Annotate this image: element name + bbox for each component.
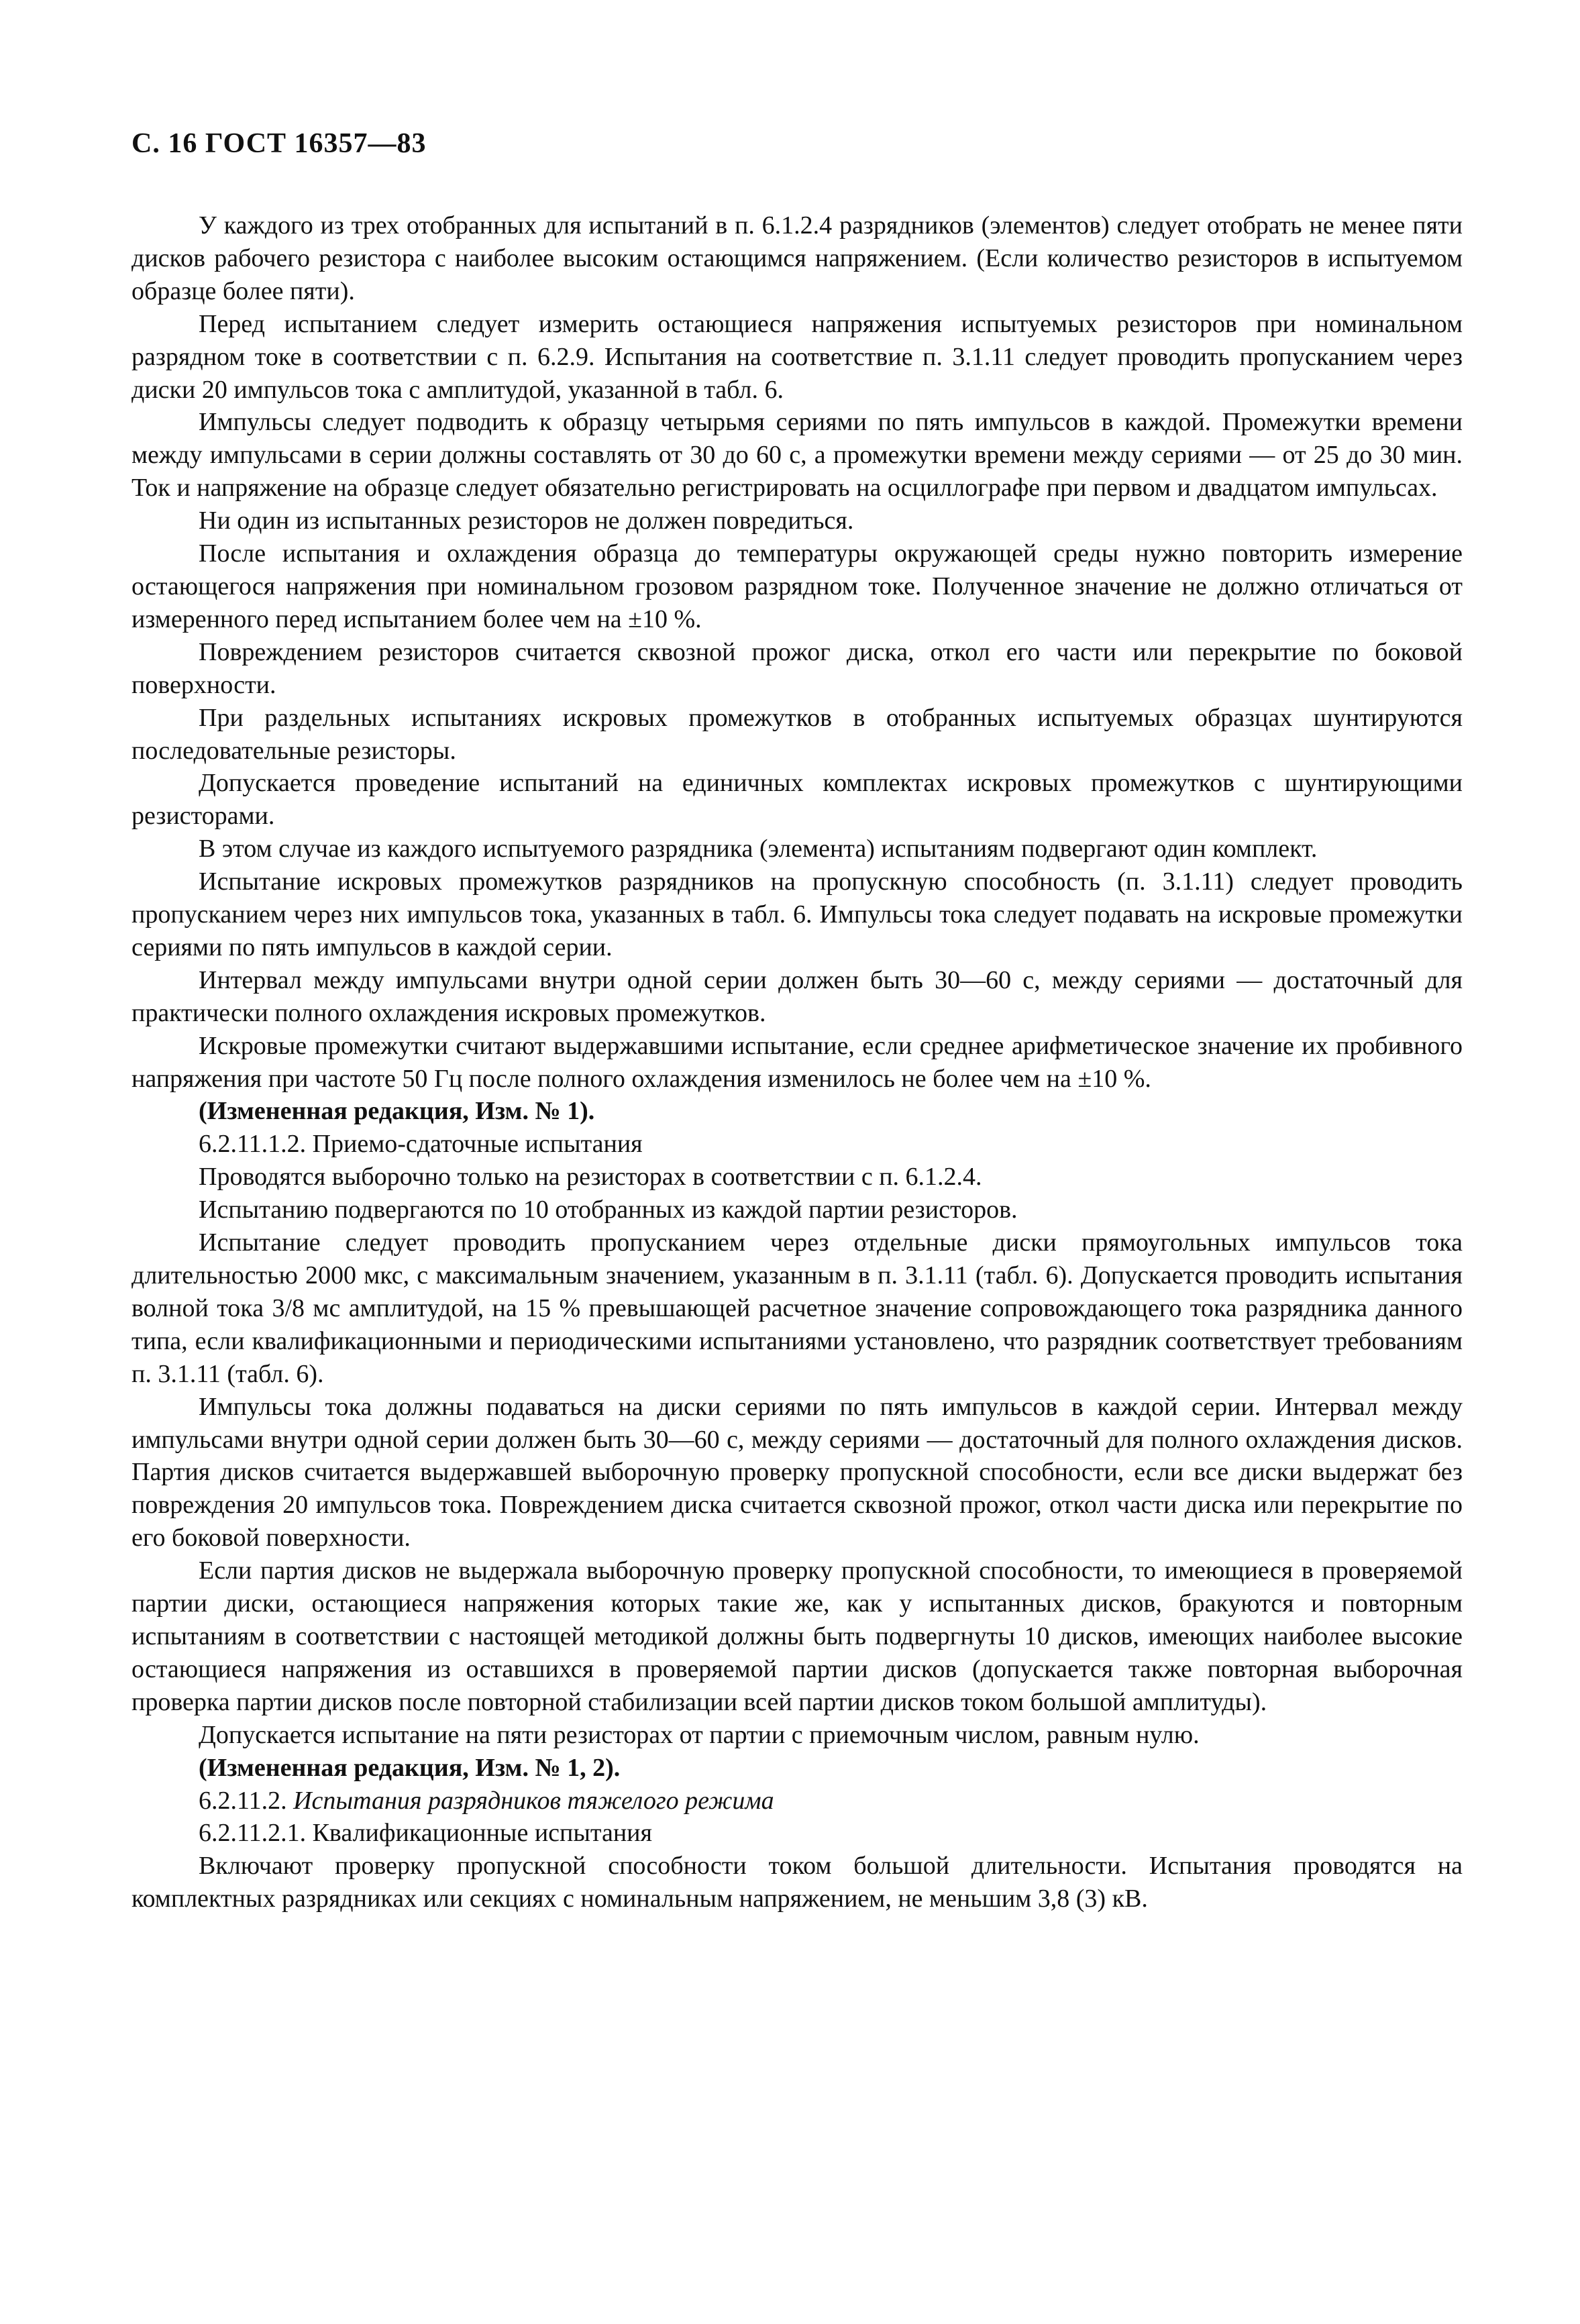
- section-heading: 6.2.11.2.1. Квалификационные испытания: [199, 1819, 652, 1848]
- paragraph: Допускается проведение испытаний на единичных комплектах искровых промежутков с шунтирующими резисторами.: [131, 769, 1463, 831]
- paragraph: Ни один из испытанных резисторов не должен повредиться.: [199, 507, 854, 535]
- paragraph: Допускается испытание на пяти резисторах от партии с приемочным числом, равным нулю.: [199, 1720, 1200, 1749]
- paragraph: Перед испытанием следует измерить остающиеся напряжения испытуемых резисторов при номинальном разрядном токе в соответствии с п. 6.2.9. Испытания на соответствие п. 3.1.11 следует проводить пропусканием через диски 20 импульсов тока с амплитудой, указанной в табл. 6.: [131, 309, 1463, 404]
- section-heading: 6.2.11.1.2. Приемо-сдаточные испытания: [199, 1130, 643, 1159]
- paragraph: Повреждением резисторов считается сквозной прожог диска, откол его части или перекрытие по боковой поверхности.: [131, 637, 1463, 699]
- paragraph: Испытанию подвергаются по 10 отобранных из каждой партии резисторов.: [199, 1196, 1018, 1224]
- paragraph: Проводятся выборочно только на резисторах в соответствии с п. 6.1.2.4.: [199, 1163, 982, 1192]
- revision-note: (Измененная редакция, Изм. № 1).: [199, 1097, 595, 1126]
- section-heading: [131, 1785, 1463, 1817]
- paragraph: После испытания и охлаждения образца до температуры окружающей среды нужно повторить измерение остающегося напряжения при номинальном грозовом разрядном токе. Полученное значение не должно отличаться от измеренного перед испытанием более чем на ±10 %.: [131, 539, 1463, 633]
- paragraph: Если партия дисков не выдержала выборочную проверку пропускной способности, то имеющиеся в проверяемой партии диски, остающиеся напряжения которых такие же, как у испытанных дисков, бракуются и повторным испытаниям в соответствии с настоящей методикой должны быть подвергнуты 10 дисков, имеющих наиболее высокие остающиеся напряжения из оставшихся в проверяемой партии дисков (допускается также повторная выборочная проверка партии дисков после повторной стабилизации всей партии дисков током большой амплитуды).: [131, 1556, 1463, 1716]
- paragraph: Включают проверку пропускной способности током большой длительности. Испытания проводятся на комплектных разрядниках или секциях с номинальным напряжением, не меньшим 3,8 (3) кВ.: [131, 1852, 1463, 1913]
- paragraph: Импульсы следует подводить к образцу четырьмя сериями по пять импульсов в каждой. Промежутки времени между импульсами в серии должны составлять от 30 до 60 с, а промежутки времени между сериями — от 25 до 30 мин. Ток и напряжение на образце следует обязательно регистрировать на осциллографе при первом и двадцатом импульсах.: [131, 408, 1463, 503]
- paragraph: В этом случае из каждого испытуемого разрядника (элемента) испытаниям подвергают один комплект.: [199, 835, 1318, 863]
- page-header: С. 16 ГОСТ 16357—83: [131, 128, 427, 159]
- document-body: [131, 209, 1463, 1915]
- paragraph: Испытание следует проводить пропусканием через отдельные диски прямоугольных импульсов тока длительностью 2000 мкс, с максимальным значением, указанным в п. 3.1.11 (табл. 6). Допускается проводить испытания волной тока 3/8 мс амплитудой, на 15 % превышающей расчетное значение сопровождающего тока разрядника данного типа, если квалификационными и периодическими испытаниями установлено, что разрядник соответствует требованиям п. 3.1.11 (табл. 6).: [131, 1228, 1463, 1388]
- paragraph: При раздельных испытаниях искровых промежутков в отобранных испытуемых образцах шунтируются последовательные резисторы.: [131, 703, 1463, 765]
- paragraph: Импульсы тока должны подаваться на диски сериями по пять импульсов в каждой серии. Интервал между импульсами внутри одной серии должен быть 30—60 с, между сериями — достаточный для полного охлаждения дисков. Партия дисков считается выдержавшей выборочную проверку пропускной способности, если все диски выдержат без повреждения 20 импульсов тока. Повреждением диска считается сквозной прожог, откол части диска или перекрытие по его боковой поверхности.: [131, 1392, 1463, 1552]
- paragraph: Испытание искровых промежутков разрядников на пропускную способность (п. 3.1.11) следует проводить пропусканием через них импульсов тока, указанных в табл. 6. Импульсы тока следует подавать на искровые промежутки сериями по пять импульсов в каждой серии.: [131, 867, 1463, 961]
- section-title: Испытания разрядников тяжелого режима: [293, 1786, 774, 1815]
- paragraph: У каждого из трех отобранных для испытаний в п. 6.1.2.4 разрядников (элементов) следует отобрать не менее пяти дисков рабочего резистора с наиболее высоким остающимся напряжением. (Если количество резисторов в испытуемом образце более пяти).: [131, 211, 1463, 305]
- revision-note: (Измененная редакция, Изм. № 1, 2).: [199, 1753, 621, 1782]
- paragraph: Искровые промежутки считают выдержавшими испытание, если среднее арифметическое значение их пробивного напряжения при частоте 50 Гц после полного охлаждения изменилось не более чем на ±10 %.: [131, 1031, 1463, 1093]
- paragraph: Интервал между импульсами внутри одной серии должен быть 30—60 с, между сериями — достаточный для практически полного охлаждения искровых промежутков.: [131, 965, 1463, 1027]
- section-number: 6.2.11.2.: [199, 1786, 287, 1815]
